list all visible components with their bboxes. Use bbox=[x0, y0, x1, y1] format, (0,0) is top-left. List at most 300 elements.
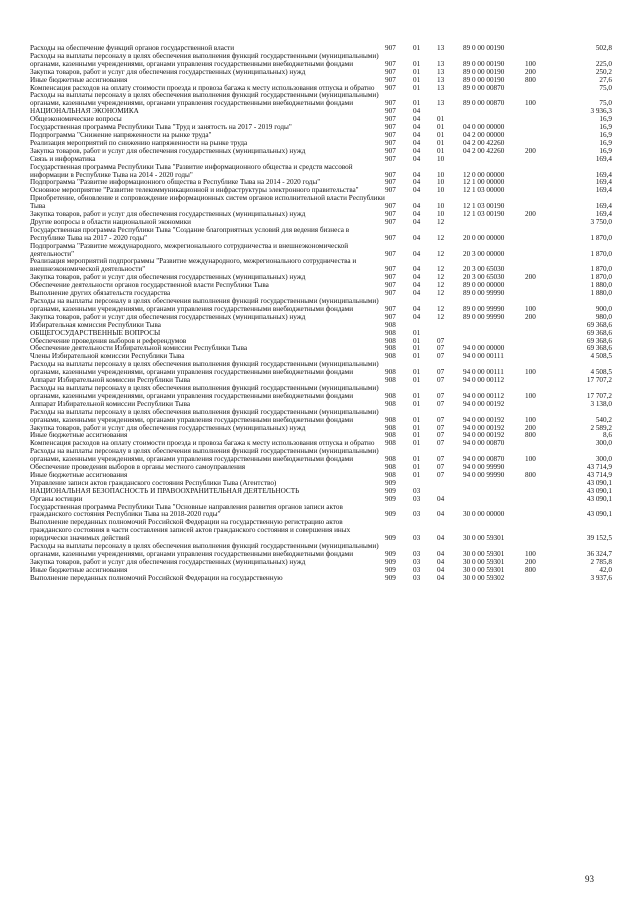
row-cs-code bbox=[463, 480, 525, 488]
row-vr-code bbox=[525, 164, 552, 180]
row-pr-code: 12 bbox=[437, 249, 445, 258]
row-sum: 43 090,1 bbox=[586, 486, 612, 495]
row-pr-code bbox=[437, 322, 463, 330]
row-gr-code: 908 bbox=[385, 328, 396, 337]
row-gr-code: 909 bbox=[385, 486, 396, 495]
table-row bbox=[30, 504, 612, 520]
row-pr-code: 12 bbox=[437, 273, 445, 282]
row-gr-code: 907 bbox=[385, 138, 396, 147]
row-rz-code: 03 bbox=[413, 573, 421, 582]
row-pr-code: 12 bbox=[437, 265, 445, 274]
row-rz-code: 01 bbox=[413, 44, 421, 52]
row-cs-code: 89 0 00 00190 bbox=[463, 59, 505, 68]
row-vr-code bbox=[525, 377, 552, 385]
row-gr-code: 907 bbox=[385, 217, 396, 226]
row-sum: 250,2 bbox=[595, 67, 612, 76]
row-rz-code: 01 bbox=[413, 391, 421, 400]
row-rz-code: 01 bbox=[413, 328, 421, 337]
row-gr-code: 908 bbox=[385, 439, 396, 448]
table-row bbox=[30, 298, 612, 314]
row-gr-code: 907 bbox=[385, 170, 396, 179]
row-vr-code bbox=[525, 45, 552, 53]
row-name: Расходы на выплаты персоналу в целях обеспечения выполнения функций государственными (муниципальными) органами, казенными учреждениями, органами управления государственными внебюджетными фондами bbox=[30, 91, 379, 108]
row-sum: 16,9 bbox=[599, 130, 612, 139]
row-rz-code: 04 bbox=[413, 217, 421, 226]
row-gr-code: 908 bbox=[385, 415, 396, 424]
row-cs-code: 89 0 00 00000 bbox=[463, 281, 505, 290]
row-gr-code: 908 bbox=[385, 470, 396, 479]
row-vr-code: 200 bbox=[525, 423, 536, 432]
row-name: Компенсация расходов на оплату стоимости проезда и провоза багажа к месту использования отпуска и обратно bbox=[30, 83, 375, 92]
row-cs-code bbox=[463, 322, 525, 330]
row-vr-code bbox=[525, 156, 552, 164]
row-name: НАЦИОНАЛЬНАЯ БЕЗОПАСНОСТЬ И ПРАВООХРАНИТЕЛЬНАЯ ДЕЯТЕЛЬНОСТЬ bbox=[30, 486, 300, 495]
row-pr-code: 12 bbox=[437, 281, 445, 290]
row-sum: 169,4 bbox=[595, 178, 612, 187]
budget-table bbox=[30, 45, 612, 583]
row-pr-code: 12 bbox=[437, 312, 445, 321]
row-sum: 69 368,6 bbox=[586, 344, 612, 353]
table-row bbox=[30, 575, 612, 583]
row-sum: 169,4 bbox=[595, 186, 612, 195]
row-rz-code: 04 bbox=[413, 233, 421, 242]
row-vr-code: 100 bbox=[525, 391, 536, 400]
row-sum: 16,9 bbox=[599, 138, 612, 147]
row-rz-code: 01 bbox=[413, 352, 421, 361]
row-gr-code: 907 bbox=[385, 289, 396, 298]
row-gr-code: 909 bbox=[385, 557, 396, 566]
row-rz-code: 04 bbox=[413, 178, 421, 187]
row-pr-code: 07 bbox=[437, 423, 445, 432]
row-name: Расходы на выплаты персоналу в целях обеспечения выполнения функций государственными (муниципальными) органами, казенными учреждениями, органами управления государственными внебюджетными фондами bbox=[30, 51, 379, 68]
row-name: Члены Избирательной комиссии Республики Тыва bbox=[30, 352, 185, 361]
table-row bbox=[30, 227, 612, 243]
row-cs-code: 94 0 00 00192 bbox=[463, 399, 505, 408]
row-vr-code bbox=[525, 124, 552, 132]
row-cs-code: 89 0 00 00870 bbox=[463, 83, 505, 92]
row-rz-code: 04 bbox=[413, 123, 421, 132]
row-cs-code bbox=[463, 156, 525, 164]
table-row bbox=[30, 543, 612, 559]
row-cs-code: 89 0 00 00190 bbox=[463, 75, 505, 84]
row-vr-code: 800 bbox=[525, 75, 536, 84]
row-sum: 300,0 bbox=[595, 439, 612, 448]
row-vr-code: 200 bbox=[525, 146, 536, 155]
row-cs-code: 12 1 03 00190 bbox=[463, 202, 505, 211]
row-cs-code: 30 0 00 59301 bbox=[463, 534, 505, 543]
row-vr-code bbox=[525, 187, 552, 195]
row-name: Подпрограмма "Снижение напряженности на рынке труда" bbox=[30, 130, 212, 139]
row-rz-code: 04 bbox=[413, 138, 421, 147]
row-pr-code: 01 bbox=[437, 146, 445, 155]
row-sum: 69 368,6 bbox=[586, 320, 612, 329]
row-name: Расходы на выплаты персоналу в целях обеспечения выполнения функций государственными (муниципальными) органами, казенными учреждениями, органами управления государственными внебюджетными фондами bbox=[30, 447, 379, 464]
row-pr-code: 07 bbox=[437, 391, 445, 400]
row-name: Обеспечение проведения выборов в органы местного самоуправления bbox=[30, 463, 246, 472]
row-rz-code: 04 bbox=[413, 249, 421, 258]
row-name: Государственная программа Республики Тыва "Основные направления развития органов записи актов гражданского состояния Республики Тыва на 2018-2020 годы" bbox=[30, 502, 343, 519]
row-name: Выполнение других обязательств государства bbox=[30, 289, 171, 298]
row-gr-code: 908 bbox=[385, 391, 396, 400]
row-pr-code: 04 bbox=[437, 557, 445, 566]
row-gr-code: 907 bbox=[385, 59, 396, 68]
row-sum: 43 714,9 bbox=[586, 463, 612, 472]
row-rz-code: 04 bbox=[413, 289, 421, 298]
row-vr-code: 100 bbox=[525, 550, 536, 558]
row-cs-code: 12 1 00 00000 bbox=[463, 178, 505, 187]
row-sum: 42,0 bbox=[599, 565, 612, 574]
row-name: Расходы на выплаты персоналу в целях обеспечения выполнения функций государственными (муниципальными) органами, казенными учреждениями, органами управления государственными внебюджетными фондами bbox=[30, 383, 379, 400]
row-cs-code: 30 0 00 59301 bbox=[463, 565, 505, 574]
row-vr-code bbox=[525, 330, 552, 338]
row-name: ОБЩЕГОСУДАРСТВЕННЫЕ ВОПРОСЫ bbox=[30, 328, 161, 337]
row-cs-code: 30 0 00 00000 bbox=[463, 510, 505, 519]
row-rz-code: 01 bbox=[413, 463, 421, 472]
row-pr-code: 07 bbox=[437, 344, 445, 353]
row-name: Иные бюджетные ассигнования bbox=[30, 431, 128, 440]
row-rz-code: 04 bbox=[413, 304, 421, 313]
row-cs-code: 04 2 00 42260 bbox=[463, 146, 505, 155]
row-rz-code: 03 bbox=[413, 550, 421, 558]
row-cs-code: 30 0 00 59301 bbox=[463, 550, 505, 558]
row-sum: 2 785,8 bbox=[590, 557, 612, 566]
row-sum: 17 707,2 bbox=[586, 376, 612, 385]
row-gr-code: 907 bbox=[385, 83, 396, 92]
row-name: Реализация мероприятий подпрограммы "Развитие международного, межрегионального сотрудничества и внешнеэкономической деятельности" bbox=[30, 257, 357, 274]
row-pr-code: 07 bbox=[437, 368, 445, 377]
row-pr-code: 10 bbox=[437, 210, 445, 219]
row-gr-code: 907 bbox=[385, 304, 396, 313]
row-pr-code: 12 bbox=[437, 304, 445, 313]
row-pr-code: 13 bbox=[437, 83, 445, 92]
row-name: Выполнение переданных полномочий Российской Федерации на государственную bbox=[30, 573, 283, 582]
row-rz-code: 04 bbox=[413, 146, 421, 155]
row-name: Приобретение, обновление и сопровождение информационных систем органов исполнительной власти Республики Тыва bbox=[30, 194, 385, 211]
table-row bbox=[30, 53, 612, 69]
row-rz-code: 01 bbox=[413, 83, 421, 92]
row-vr-code bbox=[525, 132, 552, 140]
row-pr-code: 12 bbox=[437, 217, 445, 226]
row-rz-code: 03 bbox=[413, 486, 421, 495]
row-rz-code: 04 bbox=[413, 273, 421, 282]
row-vr-code: 100 bbox=[525, 415, 536, 424]
row-cs-code: 94 0 00 00192 bbox=[463, 431, 505, 440]
row-vr-code: 800 bbox=[525, 565, 536, 574]
row-name: Закупка товаров, работ и услуг для обеспечения государственных (муниципальных) нужд bbox=[30, 210, 306, 219]
row-pr-code: 07 bbox=[437, 439, 445, 448]
row-pr-code: 10 bbox=[437, 154, 445, 163]
row-name: НАЦИОНАЛЬНАЯ ЭКОНОМИКА bbox=[30, 107, 139, 116]
table-row bbox=[30, 519, 612, 543]
row-cs-code: 20 0 00 00000 bbox=[463, 233, 505, 242]
row-gr-code: 907 bbox=[385, 67, 396, 76]
row-name: Расходы на выплаты персоналу в целях обеспечения выполнения функций государственными (муниципальными) органами, казенными учреждениями, органами управления государственными внебюджетными фондами bbox=[30, 542, 379, 558]
row-vr-code bbox=[525, 243, 552, 259]
row-rz-code: 01 bbox=[413, 368, 421, 377]
row-sum: 3 138,0 bbox=[590, 399, 612, 408]
row-pr-code: 12 bbox=[437, 289, 445, 298]
row-rz-code: 01 bbox=[413, 344, 421, 353]
row-cs-code: 30 0 00 59301 bbox=[463, 557, 505, 566]
row-cs-code: 12 0 00 00000 bbox=[463, 170, 505, 179]
row-cs-code: 20 3 00 65030 bbox=[463, 265, 505, 274]
row-vr-code bbox=[525, 85, 552, 93]
row-vr-code: 800 bbox=[525, 470, 536, 479]
row-pr-code: 07 bbox=[437, 463, 445, 472]
table-row bbox=[30, 92, 612, 108]
row-cs-code: 04 2 00 00000 bbox=[463, 130, 505, 139]
row-cs-code: 89 0 00 00870 bbox=[463, 99, 505, 108]
row-name: Иные бюджетные ассигнования bbox=[30, 75, 128, 84]
row-cs-code: 94 0 00 00192 bbox=[463, 423, 505, 432]
row-sum: 36 324,7 bbox=[586, 550, 612, 558]
row-sum: 2 589,2 bbox=[590, 423, 612, 432]
row-name: Основное мероприятие "Развитие телекоммуникационной и инфраструктуры электронного правительства" bbox=[30, 186, 359, 195]
row-gr-code: 907 bbox=[385, 210, 396, 219]
row-gr-code: 909 bbox=[385, 573, 396, 582]
row-sum: 75,0 bbox=[599, 83, 612, 92]
table-row bbox=[30, 258, 612, 274]
row-gr-code: 907 bbox=[385, 249, 396, 258]
row-gr-code: 907 bbox=[385, 273, 396, 282]
row-name: Закупка товаров, работ и услуг для обеспечения государственных (муниципальных) нужд bbox=[30, 273, 306, 282]
row-gr-code: 908 bbox=[385, 368, 396, 377]
row-pr-code: 01 bbox=[437, 130, 445, 139]
row-sum: 69 368,6 bbox=[586, 328, 612, 337]
row-sum: 1 880,0 bbox=[590, 289, 612, 298]
row-gr-code: 908 bbox=[385, 336, 396, 345]
row-vr-code bbox=[525, 322, 552, 330]
row-pr-code: 01 bbox=[437, 138, 445, 147]
row-sum: 69 368,6 bbox=[586, 336, 612, 345]
table-row bbox=[30, 243, 612, 259]
row-gr-code: 907 bbox=[385, 186, 396, 195]
row-sum: 169,4 bbox=[595, 202, 612, 211]
row-name: Управление записи актов гражданского состояния Республики Тыва (Агентство) bbox=[30, 478, 277, 487]
row-name: Обеспечение деятельности Избирательной комиссии Республики Тыва bbox=[30, 344, 248, 353]
table-row bbox=[30, 195, 612, 211]
row-rz-code: 04 bbox=[413, 186, 421, 195]
row-vr-code bbox=[525, 179, 552, 187]
row-gr-code: 908 bbox=[385, 399, 396, 408]
row-cs-code: 89 0 00 99990 bbox=[463, 304, 505, 313]
row-pr-code: 07 bbox=[437, 470, 445, 479]
row-rz-code: 01 bbox=[413, 431, 421, 440]
row-rz-code: 03 bbox=[413, 565, 421, 574]
row-vr-code: 100 bbox=[525, 99, 536, 108]
row-pr-code: 10 bbox=[437, 202, 445, 211]
row-name: Аппарат Избирательной комиссии Республики Тыва bbox=[30, 399, 191, 408]
row-cs-code: 89 0 00 99990 bbox=[463, 312, 505, 321]
row-name: Связь и информатика bbox=[30, 154, 96, 163]
row-name: Расходы на выплаты персоналу в целях обеспечения выполнения функций государственными (муниципальными) органами, казенными учреждениями, органами управления государственными внебюджетными фондами bbox=[30, 360, 379, 377]
row-vr-code bbox=[525, 496, 552, 504]
row-vr-code: 800 bbox=[525, 431, 536, 440]
row-vr-code bbox=[525, 290, 552, 298]
row-vr-code bbox=[525, 258, 552, 274]
row-pr-code: 04 bbox=[437, 565, 445, 574]
row-rz-code: 01 bbox=[413, 67, 421, 76]
row-vr-code: 100 bbox=[525, 368, 536, 377]
row-name: Обеспечение деятельности органов государственной власти Республики Тыва bbox=[30, 281, 269, 290]
row-vr-code bbox=[525, 227, 552, 243]
row-name: Обеспечение проведения выборов и референдумов bbox=[30, 336, 187, 345]
row-sum: 39 152,5 bbox=[586, 534, 612, 543]
row-gr-code: 908 bbox=[385, 376, 396, 385]
row-rz-code: 03 bbox=[413, 557, 421, 566]
row-gr-code: 908 bbox=[385, 463, 396, 472]
row-sum: 43 090,1 bbox=[586, 478, 612, 487]
row-gr-code: 908 bbox=[385, 431, 396, 440]
row-pr-code: 04 bbox=[437, 573, 445, 582]
row-gr-code: 907 bbox=[385, 115, 396, 124]
row-pr-code: 13 bbox=[437, 67, 445, 76]
row-vr-code bbox=[525, 480, 552, 488]
row-pr-code: 13 bbox=[437, 99, 445, 108]
row-pr-code: 07 bbox=[437, 399, 445, 408]
row-cs-code: 30 0 00 59302 bbox=[463, 573, 505, 582]
row-name: Реализация мероприятий по снижению напряженности на рынке труда bbox=[30, 138, 248, 147]
row-name: Компенсация расходов на оплату стоимости проезда и провоза багажа к месту использования отпуска и обратно bbox=[30, 439, 375, 448]
row-name: Иные бюджетные ассигнования bbox=[30, 565, 128, 574]
row-name: Закупка товаров, работ и услуг для обеспечения государственных (муниципальных) нужд bbox=[30, 312, 306, 321]
row-sum: 43 090,1 bbox=[586, 510, 612, 519]
row-sum: 225,0 bbox=[595, 59, 612, 68]
row-cs-code: 12 1 03 00000 bbox=[463, 186, 505, 195]
row-cs-code: 94 0 00 00000 bbox=[463, 344, 505, 353]
row-sum: 43 090,1 bbox=[586, 494, 612, 503]
row-name: Другие вопросы в области национальной экономики bbox=[30, 217, 191, 226]
row-rz-code: 01 bbox=[413, 455, 421, 464]
row-pr-code: 04 bbox=[437, 534, 445, 543]
row-sum: 27,6 bbox=[599, 75, 612, 84]
row-gr-code: 907 bbox=[385, 281, 396, 290]
row-vr-code: 200 bbox=[525, 557, 536, 566]
row-gr-code: 909 bbox=[385, 565, 396, 574]
row-sum: 540,2 bbox=[595, 415, 612, 424]
table-row bbox=[30, 361, 612, 377]
row-pr-code: 07 bbox=[437, 336, 445, 345]
row-vr-code bbox=[525, 345, 552, 353]
row-gr-code: 908 bbox=[385, 352, 396, 361]
row-gr-code: 909 bbox=[385, 550, 396, 558]
row-sum: 169,4 bbox=[595, 170, 612, 179]
row-name: Выполнение переданных полномочий Российской Федерации на государственную регистрацию актов гражданского состояния в части составления записей актов гражданского состояния и совершения иных юридически значимых действий bbox=[30, 518, 351, 543]
row-name: Закупка товаров, работ и услуг для обеспечения государственных (муниципальных) нужд bbox=[30, 146, 306, 155]
row-cs-code: 20 3 00 65030 bbox=[463, 273, 505, 282]
row-rz-code: 03 bbox=[413, 510, 421, 519]
table-row bbox=[30, 409, 612, 425]
row-vr-code bbox=[525, 219, 552, 227]
row-vr-code bbox=[525, 353, 552, 361]
row-rz-code: 01 bbox=[413, 99, 421, 108]
row-name: Расходы на обеспечение функций органов государственной власти bbox=[30, 44, 235, 52]
row-vr-code: 100 bbox=[525, 304, 536, 313]
row-pr-code: 01 bbox=[437, 123, 445, 132]
row-pr-code: 12 bbox=[437, 233, 445, 242]
row-rz-code: 01 bbox=[413, 399, 421, 408]
page-number: 93 bbox=[585, 874, 594, 884]
row-pr-code: 04 bbox=[437, 550, 445, 558]
row-pr-code: 04 bbox=[437, 510, 445, 519]
row-name: Органы юстиции bbox=[30, 494, 83, 503]
row-pr-code: 10 bbox=[437, 170, 445, 179]
row-sum: 16,9 bbox=[599, 146, 612, 155]
row-cs-code: 94 0 00 00111 bbox=[463, 352, 504, 361]
row-gr-code: 909 bbox=[385, 510, 396, 519]
row-gr-code: 908 bbox=[385, 320, 396, 329]
row-vr-code bbox=[525, 108, 552, 116]
row-name: Избирательная комиссия Республики Тыва bbox=[30, 320, 161, 329]
row-vr-code bbox=[525, 575, 552, 583]
row-cs-code bbox=[463, 219, 525, 227]
row-pr-code: 07 bbox=[437, 352, 445, 361]
row-vr-code bbox=[525, 195, 552, 211]
row-pr-code: 13 bbox=[437, 75, 445, 84]
row-sum: 3 937,6 bbox=[590, 573, 612, 582]
budget-table-body bbox=[30, 45, 612, 583]
row-gr-code: 907 bbox=[385, 154, 396, 163]
row-rz-code: 01 bbox=[413, 376, 421, 385]
row-rz-code: 04 bbox=[413, 170, 421, 179]
row-cs-code: 94 0 00 99990 bbox=[463, 463, 505, 472]
row-vr-code: 200 bbox=[525, 67, 536, 76]
row-name: Общеэкономические вопросы bbox=[30, 115, 122, 124]
row-sum: 3 936,3 bbox=[590, 107, 612, 116]
row-sum: 16,9 bbox=[599, 115, 612, 124]
row-name: Аппарат Избирательной комиссии Республики Тыва bbox=[30, 376, 191, 385]
row-rz-code: 01 bbox=[413, 423, 421, 432]
row-sum: 1 880,0 bbox=[590, 281, 612, 290]
row-cs-code: 89 0 00 00190 bbox=[463, 44, 505, 52]
row-sum: 17 707,2 bbox=[586, 391, 612, 400]
row-pr-code: 07 bbox=[437, 376, 445, 385]
row-vr-code: 200 bbox=[525, 312, 536, 321]
row-rz-code: 01 bbox=[413, 75, 421, 84]
row-rz-code: 04 bbox=[413, 210, 421, 219]
row-vr-code: 100 bbox=[525, 59, 536, 68]
row-name: Расходы на выплаты персоналу в целях обеспечения выполнения функций государственными (муниципальными) органами, казенными учреждениями, органами управления государственными внебюджетными фондами bbox=[30, 407, 379, 424]
row-cs-code: 94 0 00 00192 bbox=[463, 415, 505, 424]
row-vr-code: 200 bbox=[525, 273, 536, 282]
row-gr-code: 907 bbox=[385, 312, 396, 321]
row-vr-code bbox=[525, 519, 552, 543]
row-sum: 980,0 bbox=[595, 312, 612, 321]
row-rz-code: 04 bbox=[413, 265, 421, 274]
row-rz-code: 04 bbox=[413, 115, 421, 124]
row-sum: 1 870,0 bbox=[590, 233, 612, 242]
row-name: Расходы на выплаты персоналу в целях обеспечения выполнения функций государственными (муниципальными) органами, казенными учреждениями, органами управления государственными внебюджетными фондами bbox=[30, 297, 379, 313]
row-vr-code bbox=[525, 338, 552, 346]
row-name: Закупка товаров, работ и услуг для обеспечения государственных (муниципальных) нужд bbox=[30, 423, 306, 432]
row-sum: 75,0 bbox=[599, 99, 612, 108]
row-vr-code bbox=[525, 401, 552, 409]
row-gr-code: 909 bbox=[385, 478, 396, 487]
row-pr-code: 13 bbox=[437, 44, 445, 52]
row-sum: 1 870,0 bbox=[590, 249, 612, 258]
row-rz-code: 01 bbox=[413, 439, 421, 448]
row-gr-code: 907 bbox=[385, 265, 396, 274]
row-gr-code: 907 bbox=[385, 44, 396, 52]
row-cs-code: 94 0 00 00112 bbox=[463, 391, 505, 400]
row-rz-code: 04 bbox=[413, 202, 421, 211]
row-gr-code: 907 bbox=[385, 202, 396, 211]
row-pr-code: 01 bbox=[437, 115, 445, 124]
row-cs-code: 94 0 00 99990 bbox=[463, 470, 505, 479]
row-name: Подпрограмма "Развитие информационного общества в Республике Тыва на 2014 - 2020 годы" bbox=[30, 178, 321, 187]
row-cs-code bbox=[463, 496, 525, 504]
row-rz-code: 01 bbox=[413, 415, 421, 424]
